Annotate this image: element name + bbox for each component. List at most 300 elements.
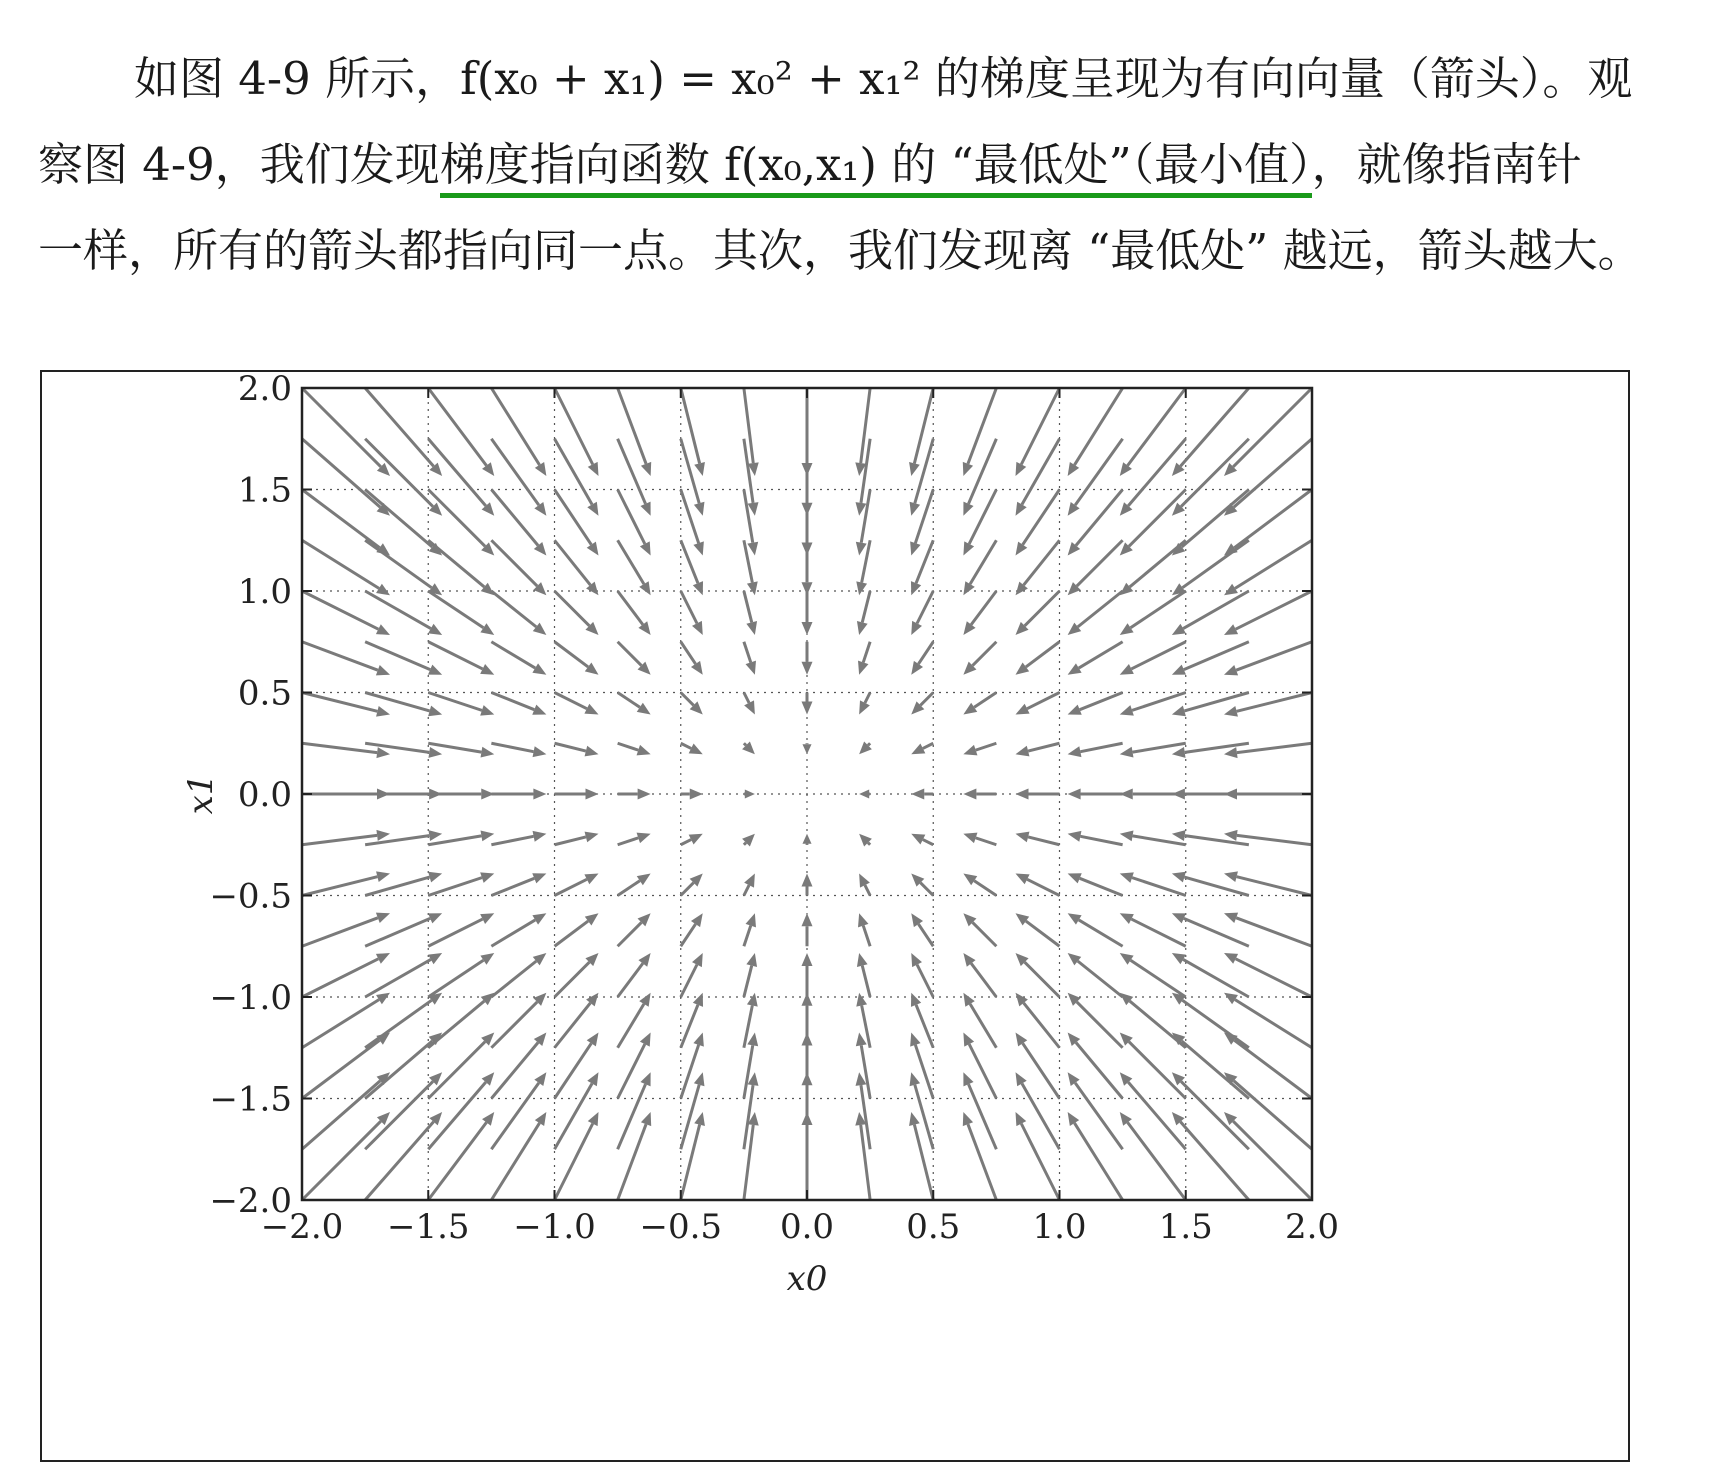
arrow-shaft [970, 1004, 996, 1048]
arrow-shaft [917, 965, 933, 997]
arrow-head [856, 1033, 867, 1047]
arrow-shaft [970, 540, 996, 584]
arrow-shaft [555, 921, 589, 946]
arrow-shaft [618, 490, 645, 544]
arrow-shaft [1075, 1123, 1123, 1200]
arrow-shaft [1023, 1043, 1060, 1098]
arrow-head [691, 661, 703, 675]
gradient-arrow [681, 591, 703, 635]
arrow-shaft [744, 843, 746, 845]
gradient-arrow [681, 789, 703, 800]
arrow-shaft [969, 490, 996, 544]
arrow-shaft [1028, 743, 1059, 751]
arrow-shaft [491, 836, 533, 844]
gradient-arrow [1068, 591, 1123, 635]
arrow-shaft [428, 693, 482, 711]
arrow-head [1068, 502, 1080, 516]
arrow-head [802, 463, 813, 476]
arrow-shaft [618, 743, 639, 750]
gradient-arrow [963, 1112, 997, 1200]
gradient-arrow [618, 913, 651, 946]
gradient-arrow [1120, 388, 1186, 476]
arrow-head [746, 913, 756, 927]
arrow-shaft [428, 1122, 486, 1200]
paragraph-line-2-end: ，就像指南针 [1311, 138, 1582, 191]
arrow-head [963, 789, 976, 800]
arrow-shaft [428, 642, 482, 669]
arrow-shaft [744, 642, 751, 663]
gradient-arrow [491, 789, 546, 800]
arrow-shaft [618, 881, 640, 896]
arrow-shaft [1180, 388, 1248, 466]
gradient-arrow [555, 913, 599, 946]
gradient-arrow [802, 388, 813, 476]
arrow-shaft [302, 540, 379, 588]
arrow-shaft [618, 642, 642, 666]
arrow-shaft [365, 959, 431, 997]
arrow-head [638, 789, 651, 800]
gradient-arrow [491, 1072, 546, 1149]
gradient-arrow [963, 591, 996, 635]
arrow-shaft [302, 1000, 379, 1048]
arrow-head [480, 705, 494, 715]
arrow-head [1224, 665, 1238, 675]
arrow-shaft [681, 693, 694, 706]
arrow-head [587, 542, 599, 556]
arrow-shaft [1028, 837, 1059, 845]
gradient-arrow [963, 642, 996, 675]
arrow-shaft [428, 490, 485, 547]
gradient-arrow [618, 874, 651, 896]
arrow-head [856, 993, 867, 1007]
arrow-shaft [1237, 693, 1312, 712]
gradient-arrow [911, 874, 933, 896]
arrow-head [1068, 873, 1082, 883]
gradient-arrow [911, 693, 933, 715]
gradient-arrow [555, 642, 599, 675]
arrow-shaft [1128, 1122, 1186, 1200]
gradient-arrow [681, 1112, 705, 1200]
gradient-arrow [555, 693, 599, 715]
gradient-arrow [491, 913, 546, 946]
gradient-arrow [858, 913, 870, 946]
arrow-shaft [302, 591, 378, 629]
arrow-shaft [491, 920, 535, 946]
arrow-shaft [862, 591, 870, 622]
arrow-shaft [1025, 962, 1060, 997]
arrow-shaft [618, 540, 644, 584]
gradient-arrow [491, 953, 546, 997]
arrow-shaft [920, 693, 933, 706]
arrow-head [802, 744, 811, 754]
arrow-head [480, 623, 494, 635]
arrow-shaft [915, 1045, 933, 1099]
arrow-shaft [365, 642, 430, 670]
arrow-head [1120, 705, 1134, 715]
gradient-arrow [802, 693, 813, 715]
gradient-arrow [428, 1072, 494, 1149]
arrow-shaft [555, 490, 592, 545]
arrow-shaft [971, 963, 996, 997]
arrow-head [1172, 747, 1186, 758]
gradient-arrow [491, 1112, 546, 1200]
arrow-shaft [365, 1041, 432, 1099]
arrow-shaft [1027, 693, 1059, 709]
gradient-arrow [1120, 830, 1186, 844]
arrow-head [637, 745, 651, 755]
gradient-arrow [857, 953, 870, 997]
arrow-head [1224, 913, 1238, 923]
arrow-shaft [365, 877, 430, 895]
y-tick-label: −0.5 [209, 876, 292, 917]
gradient-arrow [428, 490, 494, 556]
arrow-head [1172, 830, 1186, 841]
arrow-shaft [302, 642, 378, 670]
arrow-head [963, 874, 977, 886]
arrow-shaft [1132, 878, 1186, 896]
gradient-arrow [1068, 913, 1123, 946]
gradient-arrow [618, 439, 651, 516]
arrow-shaft [971, 591, 996, 625]
arrow-head [1172, 872, 1186, 883]
arrow-head [1120, 953, 1134, 965]
gradient-arrow [555, 591, 599, 635]
gradient-arrow [859, 789, 870, 798]
gradient-arrow [491, 693, 546, 715]
gradient-arrow [618, 693, 651, 715]
arrow-head [963, 745, 977, 755]
arrow-shaft [1237, 877, 1312, 896]
gradient-arrow [681, 693, 703, 715]
arrow-shaft [491, 540, 537, 586]
arrow-head [747, 993, 758, 1007]
arrow-head [585, 832, 599, 843]
arrow-shaft [618, 1044, 645, 1098]
gradient-arrow [428, 591, 494, 635]
arrow-head [911, 789, 924, 800]
gradient-arrow [911, 743, 933, 754]
arrow-shaft [681, 591, 697, 623]
arrow-shaft [868, 743, 870, 745]
gradient-arrow [681, 913, 703, 946]
gradient-arrow [1068, 1033, 1123, 1099]
arrow-shaft [491, 388, 539, 465]
arrow-shaft [1182, 1000, 1248, 1047]
arrow-shaft [618, 963, 643, 997]
arrow-head [694, 462, 705, 476]
arrow-shaft [915, 490, 933, 544]
gradient-arrow [802, 642, 813, 675]
arrow-head [745, 789, 755, 798]
arrow-head [802, 622, 813, 635]
arrow-head [747, 581, 758, 595]
gradient-arrow [491, 642, 546, 675]
arrow-shaft [1076, 490, 1123, 546]
arrow-shaft [1184, 918, 1249, 946]
arrow-head [963, 703, 977, 715]
gradient-arrow [491, 591, 546, 635]
gradient-arrow [555, 953, 599, 997]
arrow-shaft [744, 966, 752, 997]
arrow-shaft [555, 879, 587, 895]
gradient-arrow [555, 874, 599, 896]
arrow-shaft [1078, 591, 1123, 627]
gradient-arrow [911, 642, 933, 675]
arrow-shaft [863, 642, 870, 663]
gradient-arrow [618, 833, 651, 845]
arrow-head [1120, 789, 1133, 800]
arrow-shaft [302, 918, 378, 946]
arrow-head [911, 993, 921, 1007]
arrow-head [637, 874, 651, 886]
gradient-arrow [491, 743, 546, 757]
gradient-arrow [681, 743, 703, 754]
arrow-shaft [491, 743, 533, 751]
x-tick-label: −2.0 [260, 1207, 344, 1247]
arrow-head [586, 789, 599, 800]
gradient-arrow [802, 591, 813, 635]
arrow-head [856, 542, 867, 556]
arrow-shaft [555, 1043, 592, 1098]
arrow-shaft [555, 962, 590, 997]
arrow-head [1016, 746, 1030, 757]
arrow-head [858, 661, 868, 675]
arrow-head [802, 582, 813, 595]
arrow-shaft [428, 919, 482, 946]
arrow-head [1224, 706, 1238, 717]
x-tick-label: 0.5 [906, 1207, 961, 1247]
arrow-head [637, 703, 651, 715]
arrow-head [585, 746, 599, 757]
gradient-arrow [1120, 591, 1186, 635]
arrow-shaft [1076, 1042, 1123, 1098]
arrow-shaft [1079, 920, 1123, 946]
gradient-arrow [802, 993, 813, 1048]
arrow-shaft [1024, 1003, 1060, 1048]
gradient-arrow [1016, 953, 1060, 997]
gradient-arrow [963, 953, 996, 997]
gradient-arrow [1016, 832, 1060, 845]
arrow-shaft [1131, 591, 1186, 628]
gradient-arrow [1016, 743, 1060, 756]
gradient-arrow [618, 789, 651, 800]
arrow-shaft [681, 924, 696, 946]
arrow-shaft [1080, 878, 1123, 895]
gradient-arrow [1068, 490, 1123, 556]
y-tick-label: 1.5 [237, 470, 292, 511]
arrow-shaft [1182, 490, 1249, 548]
gradient-arrow [1068, 789, 1123, 800]
arrow-shaft [1079, 642, 1123, 668]
arrow-shaft [681, 490, 699, 544]
arrow-shaft [428, 388, 486, 466]
gradient-arrow [1120, 913, 1186, 946]
gradient-arrow [744, 693, 755, 715]
arrow-shaft [555, 388, 593, 464]
arrow-head [910, 502, 921, 516]
gradient-arrow [1016, 490, 1060, 556]
arrow-shaft [365, 1000, 431, 1047]
gradient-arrow [555, 743, 599, 756]
arrow-head [694, 1112, 705, 1126]
arrow-head [802, 503, 813, 516]
arrow-shaft [618, 838, 639, 845]
arrow-shaft [555, 1124, 593, 1200]
paragraph-line-2-start: 察图 4-9，我们发现 [38, 138, 440, 191]
arrow-shaft [1233, 388, 1312, 467]
arrow-shaft [1131, 642, 1185, 669]
arrow-shaft [365, 388, 433, 466]
gradient-arrow [428, 1112, 494, 1200]
arrow-shaft [744, 591, 752, 622]
arrow-head [694, 1072, 705, 1086]
arrow-shaft [865, 693, 870, 703]
x-tick-label: 1.5 [1158, 1207, 1213, 1247]
arrow-head [376, 830, 390, 841]
gradient-arrow [1068, 743, 1123, 757]
arrow-head [641, 1112, 651, 1126]
y-tick-label: −2.0 [209, 1181, 292, 1221]
arrow-head [802, 913, 813, 926]
gradient-arrow [963, 693, 996, 715]
gradient-arrow [911, 913, 933, 946]
arrow-shaft [302, 388, 381, 467]
arrow-head [693, 1033, 703, 1047]
gradient-arrow [1120, 490, 1186, 556]
gradient-arrow [1068, 693, 1123, 715]
arrow-shaft [744, 693, 749, 703]
arrow-head [480, 953, 494, 965]
arrow-head [691, 913, 703, 927]
gradient-arrow [618, 1112, 652, 1200]
gradient-arrow [1016, 388, 1060, 476]
arrow-head [1224, 830, 1238, 841]
gradient-arrow [1016, 874, 1060, 896]
gradient-arrow [1016, 913, 1060, 946]
gradient-arrow [963, 388, 997, 476]
arrow-shaft [681, 965, 697, 997]
arrow-shaft [865, 885, 870, 895]
arrow-shaft [365, 591, 431, 629]
arrow-shaft [491, 439, 538, 505]
arrow-head [1068, 746, 1082, 757]
arrow-shaft [491, 1002, 537, 1048]
gradient-arrow [742, 834, 755, 847]
gradient-arrow [428, 388, 494, 476]
gradient-arrow [491, 388, 546, 476]
gradient-arrow [963, 439, 996, 516]
gradient-arrow [911, 591, 933, 635]
arrow-shaft [618, 1004, 644, 1048]
arrow-head [910, 1033, 920, 1047]
arrow-shaft [618, 922, 642, 946]
arrow-shaft [917, 591, 933, 623]
arrow-head [534, 502, 546, 516]
arrow-shaft [923, 743, 933, 748]
quiver-plot [42, 372, 1628, 1460]
arrow-head [428, 830, 442, 841]
arrow-shaft [555, 1003, 591, 1048]
x-axis-label: x0 [786, 1259, 828, 1299]
gradient-arrow [555, 388, 599, 476]
y-tick-label: 0.0 [237, 775, 292, 815]
gradient-arrow [1068, 439, 1123, 516]
arrow-head [376, 665, 390, 675]
arrow-head [694, 502, 705, 516]
arrow-head [481, 747, 495, 758]
arrow-shaft [491, 1083, 538, 1149]
body-paragraph [38, 36, 1643, 294]
arrow-shaft [744, 926, 751, 947]
arrow-head [802, 543, 813, 556]
gradient-arrow [555, 832, 599, 845]
arrow-shaft [744, 743, 746, 745]
arrow-shaft [618, 591, 643, 625]
gradient-arrow [859, 834, 872, 847]
arrow-head [963, 833, 977, 843]
gradient-arrow [491, 831, 546, 845]
arrow-shaft [1128, 388, 1186, 466]
gradient-arrow [1120, 1033, 1186, 1099]
gradient-arrow [1120, 1112, 1186, 1200]
arrow-shaft [428, 1042, 485, 1099]
arrow-head [1016, 789, 1029, 800]
gradient-arrow [859, 874, 870, 896]
gradient-arrow [1068, 873, 1123, 895]
arrow-head [693, 541, 703, 555]
gradient-arrow [1172, 743, 1249, 758]
gradient-arrow [1068, 1112, 1123, 1200]
arrow-shaft [1236, 918, 1312, 946]
arrow-shaft [976, 743, 997, 750]
arrow-head [963, 462, 973, 476]
highlighted-phrase: 梯度指向函数 f(x₀,x₁) 的 “最低处”（最小值） [440, 138, 1312, 198]
arrow-shaft [1184, 877, 1249, 895]
arrow-shaft [1024, 540, 1060, 585]
arrow-shaft [428, 540, 484, 587]
arrow-head [428, 872, 442, 883]
gradient-arrow [618, 591, 651, 635]
arrow-shaft [1233, 1121, 1312, 1200]
gradient-arrow [1068, 953, 1123, 997]
arrow-shaft [1182, 540, 1248, 587]
arrow-head [802, 702, 813, 715]
arrow-head [641, 462, 651, 476]
arrow-shaft [1080, 693, 1123, 710]
gradient-arrow [909, 388, 933, 476]
figure-frame [40, 370, 1630, 1462]
arrow-shaft [555, 540, 591, 585]
paragraph-line-2 [38, 122, 1638, 208]
arrow-shaft [681, 840, 691, 845]
arrow-shaft [1021, 388, 1059, 464]
arrow-shaft [1075, 388, 1123, 465]
x-tick-label: 2.0 [1284, 1207, 1340, 1247]
arrow-head [857, 621, 868, 635]
arrow-head [532, 873, 546, 883]
arrow-shaft [1131, 919, 1185, 946]
gradient-arrow [1016, 693, 1060, 715]
arrow-shaft [491, 961, 536, 997]
arrow-shaft [365, 693, 430, 711]
arrow-head [1172, 789, 1185, 800]
arrow-head [376, 913, 390, 923]
arrow-head [857, 953, 868, 967]
gradient-arrow [555, 490, 599, 556]
gradient-arrow [428, 913, 494, 946]
arrow-head [910, 1072, 921, 1086]
arrow-head [376, 747, 390, 758]
